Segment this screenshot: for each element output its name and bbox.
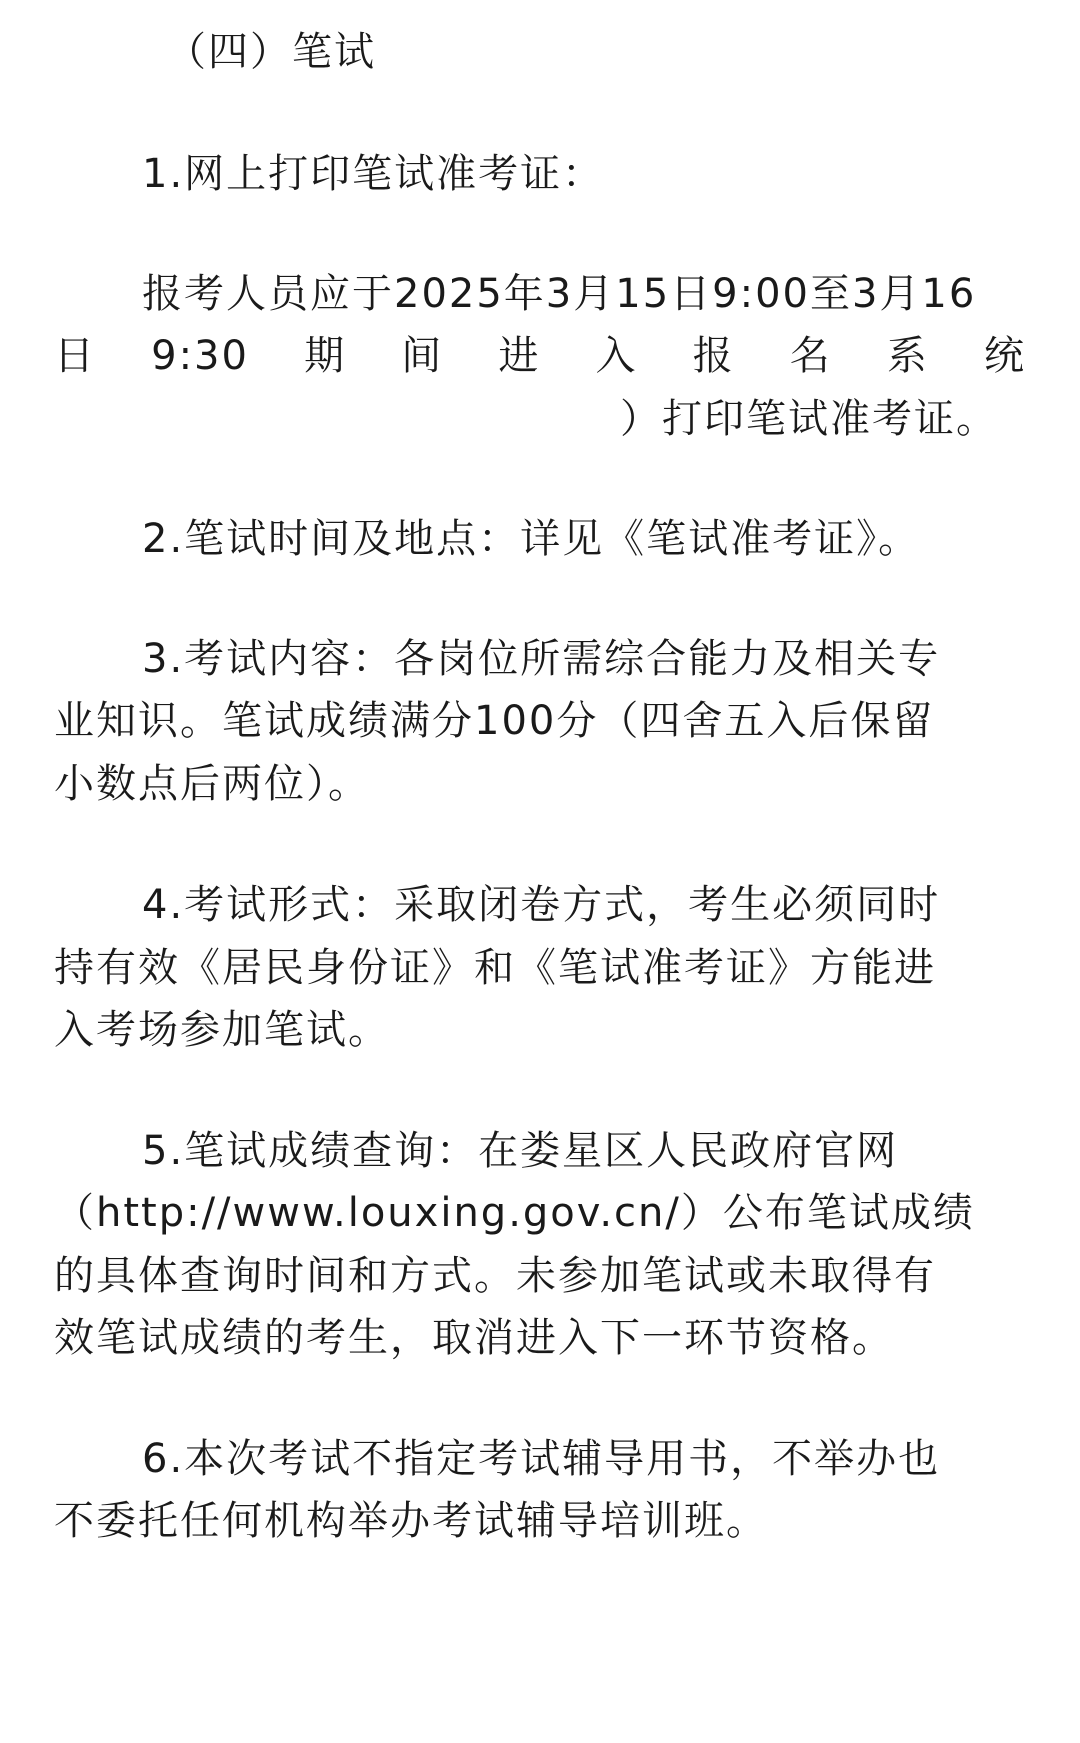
item4-line2: 持有效《居民身份证》和《笔试准考证》方能进 bbox=[54, 945, 936, 991]
item1-word: 日 bbox=[54, 333, 96, 379]
item6-line2: 不委托任何机构举办考试辅导培训班。 bbox=[54, 1498, 768, 1544]
item1-word: 间 bbox=[401, 333, 444, 379]
item1-word: 统 bbox=[983, 333, 1026, 379]
item1-word: 入 bbox=[595, 333, 638, 379]
item5-line3: 的具体查询时间和方式。未参加笔试或未取得有 bbox=[54, 1253, 936, 1299]
item1-line2 bbox=[54, 321, 1026, 391]
item5-line1: 5.笔试成绩查询：在娄星区人民政府官网 bbox=[142, 1128, 899, 1174]
item1-title: 1.网上打印笔试准考证： bbox=[142, 151, 605, 197]
section-title: （四）笔试 bbox=[166, 29, 376, 75]
item1-word: 期 bbox=[304, 333, 347, 379]
item4-line1: 4.考试形式：采取闭卷方式，考生必须同时 bbox=[142, 882, 941, 928]
item1-line3: ）打印笔试准考证。 bbox=[620, 396, 998, 442]
item3-line1: 3.考试内容：各岗位所需综合能力及相关专 bbox=[142, 636, 941, 682]
item5-line2: （http://www.louxing.gov.cn/）公布笔试成绩 bbox=[54, 1190, 975, 1236]
item6-line1: 6.本次考试不指定考试辅导用书，不举办也 bbox=[142, 1436, 941, 1482]
item4-line3: 入考场参加笔试。 bbox=[54, 1007, 390, 1053]
item1-line1: 报考人员应于2025年3月15日9:00至3月16 bbox=[142, 271, 977, 317]
item1-word: 报 bbox=[692, 333, 735, 379]
item5-line4: 效笔试成绩的考生，取消进入下一环节资格。 bbox=[54, 1315, 894, 1361]
item3-line2: 业知识。笔试成绩满分100分（四舍五入后保留 bbox=[54, 698, 935, 744]
item1-word: 9:30 bbox=[151, 333, 249, 379]
item1-word: 名 bbox=[789, 333, 832, 379]
item3-line3: 小数点后两位）。 bbox=[54, 761, 370, 807]
item1-word: 进 bbox=[498, 333, 541, 379]
item1-word: 系 bbox=[886, 333, 929, 379]
item2-text: 2.笔试时间及地点：详见《笔试准考证》。 bbox=[142, 516, 921, 562]
